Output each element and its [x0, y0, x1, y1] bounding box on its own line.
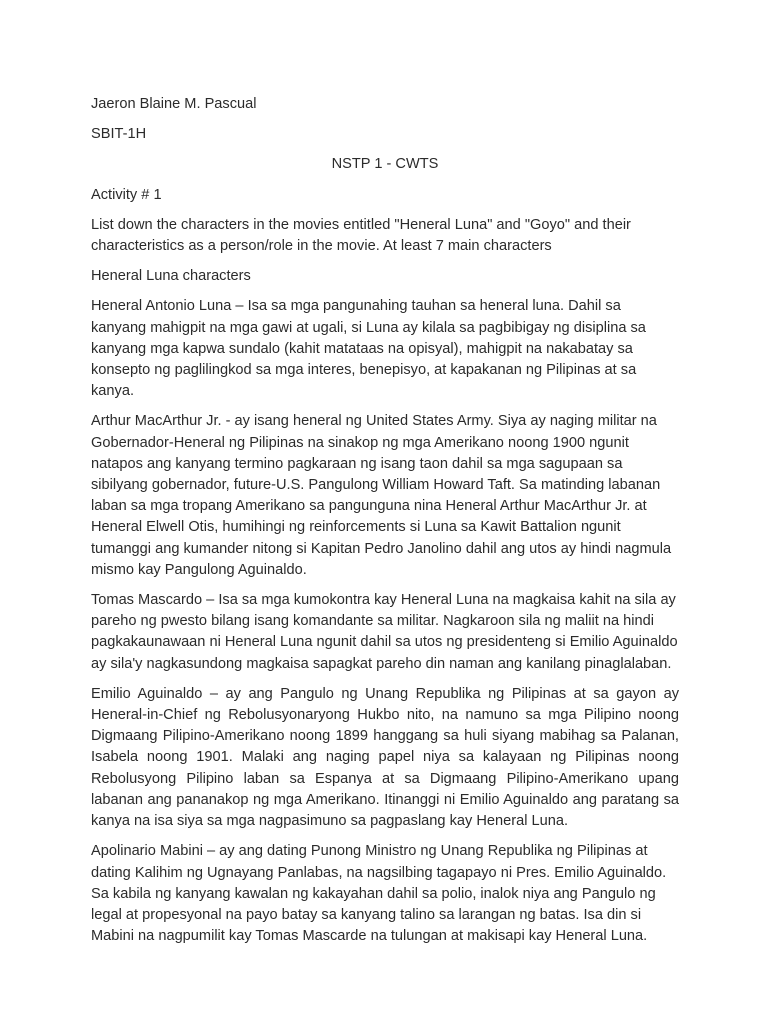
course-title: NSTP 1 - CWTS	[331, 156, 439, 173]
instructions-text: List down the characters in the movies entitled "Heneral Luna" and "Goyo" and their characteristics as a person/role in the movie. At least 7 main characters	[91, 216, 631, 255]
character-apolinario-mabini: Apolinario Mabini – ay ang dating Punong Ministro ng Unang Republika ng Pilipinas at dating Kalihim ng Ugnayang Panlabas, na nagsilbing tagapayo ni Pres. Emilio Aguinaldo. Sa kabila ng kanyang kawalan ng kakayahan dahil sa polio, inalok niya ang Pangulo ng legal at propesyonal na payo batay sa kanyang talino sa larangan ng batas. Isa din si Mabini na nagpumilit kay Tomas Mascarde na tulungan at makisapi kay Heneral Luna.	[91, 843, 667, 945]
character-emilio-aguinaldo: Emilio Aguinaldo – ay ang Pangulo ng Unang Republika ng Pilipinas at sa gayon ay Heneral-in-Chief ng Rebolusyonaryong Hukbo nito, na namuno sa mga Pilipino noong Digmaang Pilipino-Amerikano noong 1899 hanggang sa huli siyang mabihag sa Palanan, Isabela noong 1901. Malaki ang naging papel niya sa kalayaan ng Pilipinas noong Rebolusyong Pilipino laban sa Espanya at sa Digmaang Pilipino-Amerikano upang labanan ang pananakop ng mga Amerikano. Itinanggi ni Emilio Aguinaldo ang paratang sa kanya na isa siya sa mga nagpasimuno sa pagpaslang kay Heneral Luna.	[91, 685, 679, 830]
character-tomas-mascardo: Tomas Mascardo – Isa sa mga kumokontra kay Heneral Luna na magkaisa kahit na sila ay pareho ng pwesto bilang isang komandante sa militar. Nagkaroon sila ng maliit na hindi pagkakaunawaan ni Heneral Luna ngunit dahil sa utos ng presidenteng si Emilio Aguinaldo ay sila'y nagkasundong magkaisa sapagkat pareho din naman ang kanilang pinaglalaban.	[91, 592, 678, 672]
student-name: Jaeron Blaine M. Pascual	[91, 96, 257, 112]
character-arthur-macarthur: Arthur MacArthur Jr. - ay isang heneral ng United States Army. Siya ay naging militar na Gobernador-Heneral ng Pilipinas na sinakop ng mga Amerikano noong 1900 ngunit natapos ang kanyang termino pagkaraan ng isang taon dahil sa mga sagupaan sa sibilyang gobernador, future-U.S. Pangulong William Howard Taft. Sa matinding labanan laban sa mga tropang Amerikano sa pangunguna nina Heneral Arthur MacArthur Jr. at Heneral Elwell Otis, humihingi ng reinforcements si Luna sa Kawit Battalion ngunit tumanggi ang kumander nitong si Kapitan Pedro Janolino dahil ang utos ay hindi nagmula mismo kay Pangulong Aguinaldo.	[91, 413, 672, 578]
activity-label: Activity # 1	[91, 186, 162, 203]
student-section: SBIT-1H	[91, 126, 147, 143]
document-page	[91, 94, 679, 956]
section-heading: Heneral Luna characters	[91, 268, 251, 285]
character-antonio-luna: Heneral Antonio Luna – Isa sa mga pangunahing tauhan sa heneral luna. Dahil sa kanyang mahigpit na mga gawi at ugali, si Luna ay kilala sa pagbibigay ng disiplina sa kanyang mga kapwa sundalo (kahit matataas na opisyal), mahigpit na nakabatay sa konsepto ng paglilingkod sa mga interes, benepisyo, at kapakanan ng Pilipinas at sa kanya.	[91, 298, 646, 400]
